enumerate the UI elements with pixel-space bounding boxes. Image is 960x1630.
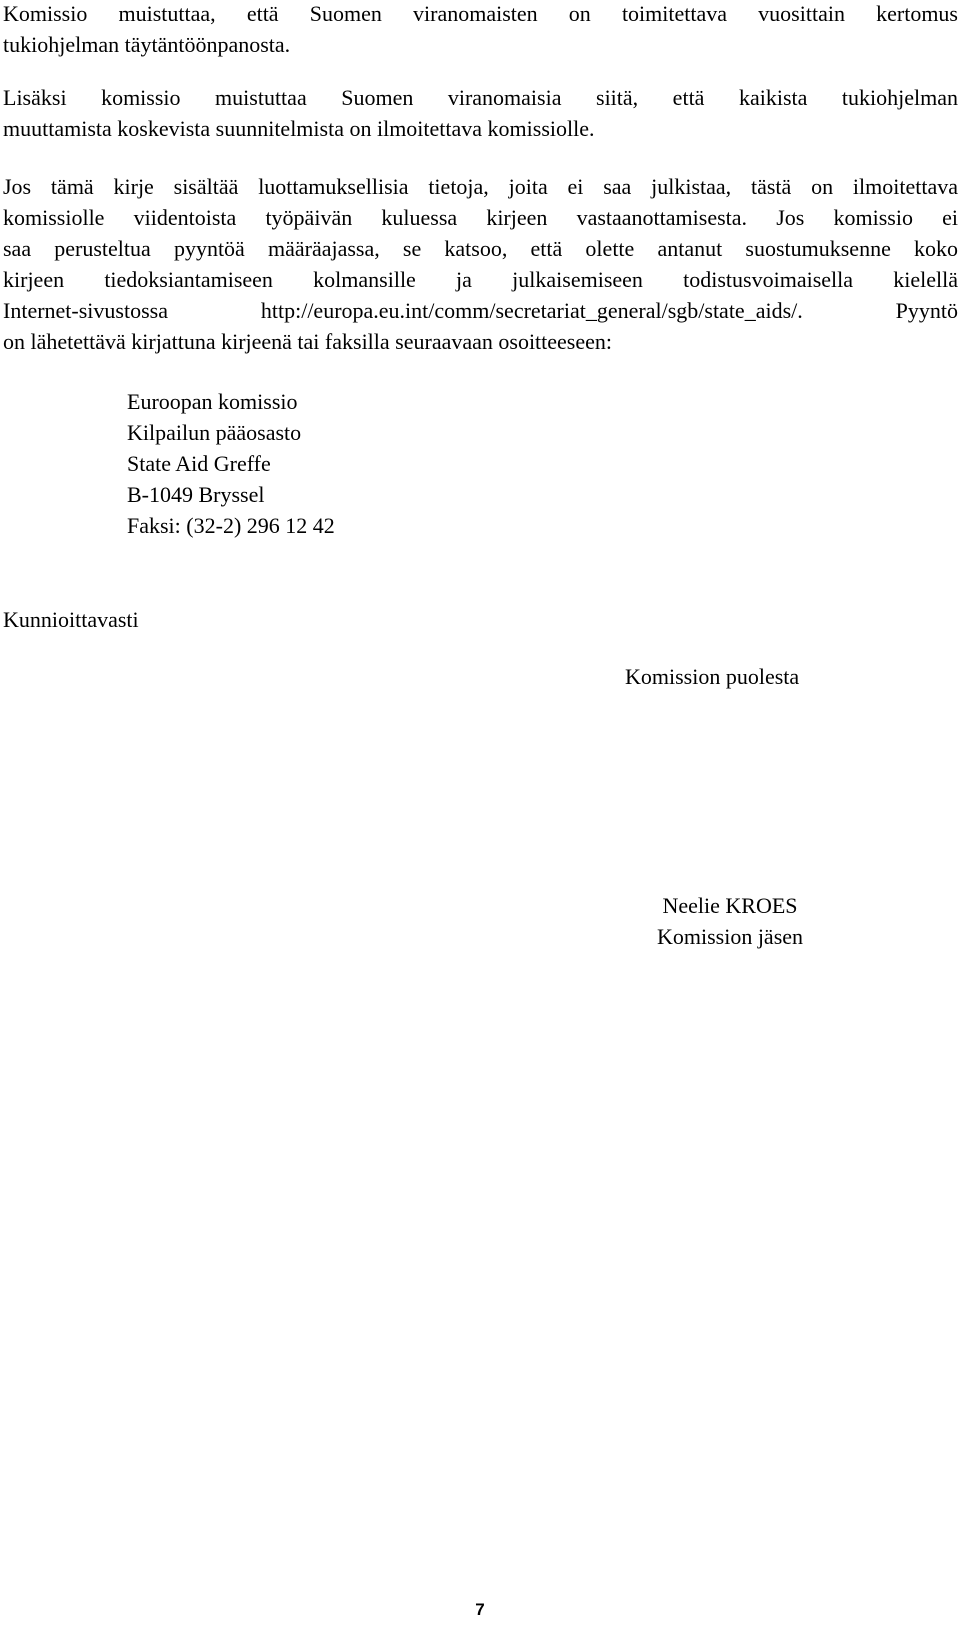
address-line-fax: Faksi: (32-2) 296 12 42 [127, 513, 335, 538]
text-line: on lähetettävä kirjattuna kirjeenä tai faksilla seuraavaan osoitteeseen: [3, 329, 613, 354]
paragraph-confidentiality-notice [3, 171, 958, 357]
address-line-unit: State Aid Greffe [127, 451, 271, 476]
text-line: Komissio muistuttaa, että Suomen viranomaisten on toimitettava vuosittain kertomus [3, 1, 958, 26]
paragraph-amendment-reminder [3, 82, 958, 144]
signatory-title: Komission jäsen [656, 924, 804, 949]
address-line-organisation: Euroopan komissio [127, 389, 298, 414]
text-line: kirjeen tiedoksiantamiseen kolmansille ja julkaisemiseen todistusvoimaisella kielellä [3, 267, 958, 292]
text-line: komissiolle viidentoista työpäivän kuluessa kirjeen vastaanottamisesta. Jos komissio ei [3, 205, 958, 230]
signatory-block [620, 890, 840, 952]
paragraph-reporting-reminder [3, 0, 958, 60]
text-line: tukiohjelman täytäntöönpanosta. [3, 32, 291, 57]
text-line: muuttamista koskevista suunnitelmista on ilmoitettava komissiolle. [3, 116, 595, 141]
text-line: saa perusteltua pyyntöä määräajassa, se katsoo, että olette antanut suostumuksenne koko [3, 236, 958, 261]
text-line: Internet-sivustossa http://europa.eu.int/comm/secretariat_general/sgb/state_aids/. Pyyntö [3, 298, 958, 323]
address-line-city: B-1049 Bryssel [127, 482, 265, 507]
text-line: Lisäksi komissio muistuttaa Suomen viranomaisia siitä, että kaikista tukiohjelman [3, 85, 958, 110]
letter-closing: Kunnioittavasti [3, 607, 139, 632]
text-line: Jos tämä kirje sisältää luottamuksellisia tietoja, joita ei saa julkistaa, tästä on ilmoitettava [3, 174, 958, 199]
address-line-department: Kilpailun pääosasto [127, 420, 302, 445]
on-behalf-label: Komission puolesta [625, 664, 800, 689]
page-number: 7 [475, 1600, 485, 1619]
signatory-name: Neelie KROES [662, 893, 798, 918]
mailing-address [127, 386, 335, 541]
